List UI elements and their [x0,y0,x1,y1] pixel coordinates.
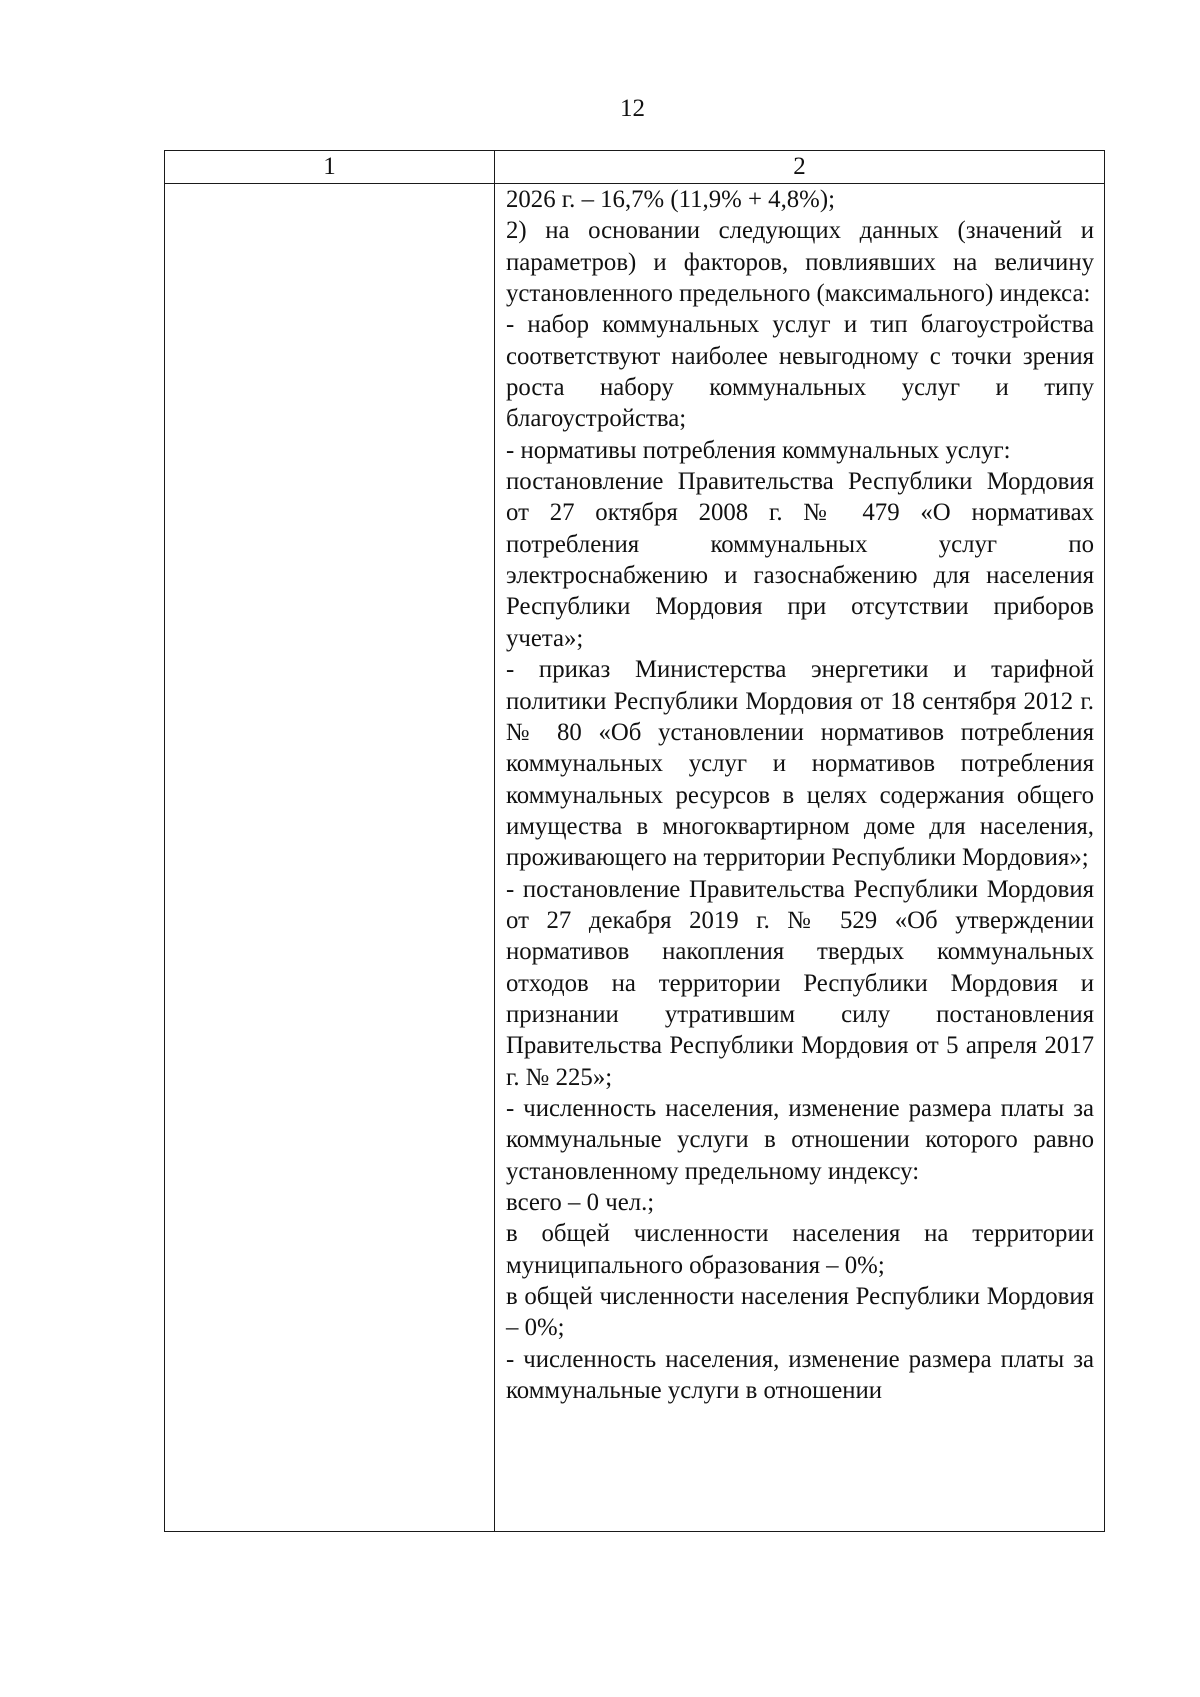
page-number: 12 [620,95,645,122]
paragraph: - нормативы потребления коммунальных услуг: [506,436,1011,464]
paragraph: постановление Правительства Республики Мордовия от 27 октября 2008 г. № 479 «О нормативах потребления коммунальных услуг по электроснабжению и газоснабжению для населения Республики Мордовия при отсутствии приборов учета»; [506,468,1094,652]
paragraph: - набор коммунальных услуг и тип благоустройства соответствуют наиболее невыгодному с точки зрения роста набору коммунальных услуг и типу благоустройства; [506,311,1094,433]
table-row [165,184,1105,1532]
column-header-2: 2 [495,151,1105,184]
column-header-1: 1 [165,151,495,184]
column-1-cell [165,184,495,1532]
column-2-cell [495,184,1105,1532]
table-header-row [165,151,1105,184]
paragraph: 2) на основании следующих данных (значений и параметров) и факторов, повлиявших на величину установленного предельного (максимального) индекса: [506,217,1094,308]
paragraph: в общей численности населения на территории муниципального образования – 0%; [506,1220,1094,1279]
paragraph: в общей численности населения Республики Мордовия – 0%; [506,1283,1094,1342]
paragraph: - численность населения, изменение размера платы за коммунальные услуги в отношении [506,1345,1094,1405]
paragraph: - приказ Министерства энергетики и тарифной политики Республики Мордовия от 18 сентября 2012 г. № 80 «Об установлении нормативов потребления коммунальных услуг и нормативов потребления коммунальных ресурсов в целях содержания общего имущества в многоквартирном доме для населения, проживающего на территории Республики Мордовия»; [506,656,1094,872]
document-table [164,150,1105,1532]
paragraph: - численность населения, изменение размера платы за коммунальные услуги в отношении которого равно установленному предельному индексу: [506,1094,1094,1185]
paragraph: 2026 г. – 16,7% (11,9% + 4,8%); [506,186,835,213]
paragraph: - постановление Правительства Республики Мордовия от 27 декабря 2019 г. № 529 «Об утверждении нормативов накопления твердых коммунальных отходов на территории Республики Мордовия и признании утратившим силу постановления Правительства Республики Мордовия от 5 апреля 2017 г. № 225»; [506,875,1094,1091]
paragraph: всего – 0 чел.; [506,1189,655,1216]
